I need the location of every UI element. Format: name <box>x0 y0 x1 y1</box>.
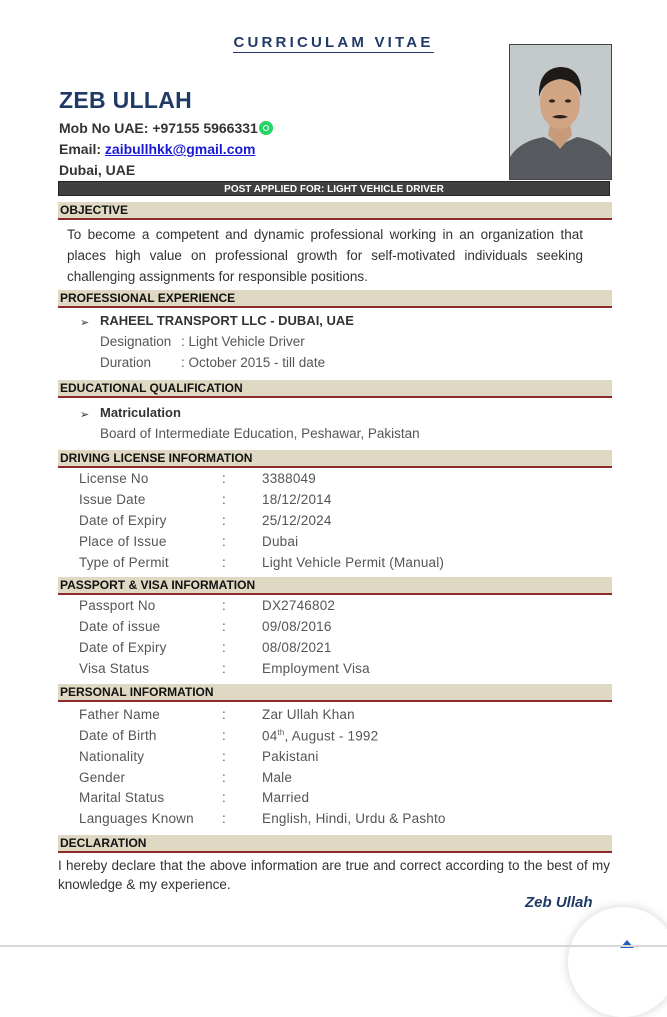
personal-heading: PERSONAL INFORMATION <box>58 684 612 702</box>
document-title: CURRICULAM VITAE <box>233 34 434 51</box>
colon: : <box>222 513 226 528</box>
colon: : <box>222 640 226 655</box>
degree-name: Matriculation <box>100 405 181 420</box>
signature: Zeb Ullah <box>525 894 593 911</box>
company-name: RAHEEL TRANSPORT LLC - DUBAI, UAE <box>100 313 354 328</box>
colon: : <box>222 749 226 764</box>
floating-action-button[interactable] <box>568 907 667 1017</box>
passport-issue-value: 09/08/2016 <box>262 619 332 634</box>
passport-no-label: Passport No <box>79 598 156 613</box>
email-line <box>59 141 255 157</box>
permit-type-value: Light Vehicle Permit (Manual) <box>262 555 445 570</box>
declaration-heading: DECLARATION <box>58 835 612 853</box>
duration-label: Duration <box>100 355 152 370</box>
issue-date-value: 18/12/2014 <box>262 492 332 507</box>
objective-heading: OBJECTIVE <box>58 202 612 220</box>
experience-heading: PROFESSIONAL EXPERIENCE <box>58 290 612 308</box>
colon: : <box>222 811 226 826</box>
place-of-issue-value: Dubai <box>262 534 299 549</box>
permit-type-label: Type of Permit <box>79 555 169 570</box>
license-no-value: 3388049 <box>262 471 316 486</box>
experience-bullet-icon: ➢ <box>80 317 90 329</box>
nationality-label: Nationality <box>79 749 145 764</box>
colon: : <box>222 619 226 634</box>
father-name-value: Zar Ullah Khan <box>262 707 355 722</box>
education-bullet-icon: ➢ <box>80 409 90 421</box>
passport-expiry-value: 08/08/2021 <box>262 640 332 655</box>
designation-value: : Light Vehicle Driver <box>181 334 305 349</box>
whatsapp-icon <box>259 121 273 135</box>
duration-value: : October 2015 - till date <box>181 355 326 370</box>
colon: : <box>222 598 226 613</box>
candidate-name: ZEB ULLAH <box>59 87 193 113</box>
location: Dubai, UAE <box>59 162 136 178</box>
license-no-label: License No <box>79 471 149 486</box>
mobile-number: Mob No UAE: +97155 5966331 <box>59 120 258 136</box>
bottom-divider <box>0 945 667 947</box>
visa-status-label: Visa Status <box>79 661 150 676</box>
education-board: Board of Intermediate Education, Peshawar, Pakistan <box>100 426 420 441</box>
objective-text: To become a competent and dynamic professional working in an organization that places high value on professional growth for self-motivated individuals seeking challenging assignments for responsible positions. <box>67 227 583 284</box>
email-link[interactable]: zaibullhkk@gmail.com <box>104 141 256 157</box>
marital-status-label: Marital Status <box>79 790 165 805</box>
dob-label: Date of Birth <box>79 728 157 743</box>
colon: : <box>222 790 226 805</box>
license-expiry-value: 25/12/2024 <box>262 513 332 528</box>
passport-issue-label: Date of issue <box>79 619 161 634</box>
passport-heading: PASSPORT & VISA INFORMATION <box>58 577 612 595</box>
colon: : <box>222 534 226 549</box>
license-heading: DRIVING LICENSE INFORMATION <box>58 450 612 468</box>
colon: : <box>222 728 226 743</box>
colon: : <box>222 707 226 722</box>
gender-value: Male <box>262 770 293 785</box>
profile-photo <box>509 44 612 180</box>
marital-status-value: Married <box>262 790 310 805</box>
colon: : <box>222 555 226 570</box>
mobile-line <box>59 120 273 136</box>
colon: : <box>222 770 226 785</box>
license-expiry-label: Date of Expiry <box>79 513 167 528</box>
colon: : <box>222 661 226 676</box>
languages-label: Languages Known <box>79 811 194 826</box>
issue-date-label: Issue Date <box>79 492 146 507</box>
place-of-issue-label: Place of Issue <box>79 534 167 549</box>
gender-label: Gender <box>79 770 126 785</box>
colon: : <box>222 492 226 507</box>
father-name-label: Father Name <box>79 707 160 722</box>
passport-expiry-label: Date of Expiry <box>79 640 167 655</box>
education-heading: EDUCATIONAL QUALIFICATION <box>58 380 612 398</box>
visa-status-value: Employment Visa <box>262 661 370 676</box>
nationality-value: Pakistani <box>262 749 319 764</box>
colon: : <box>222 471 226 486</box>
portrait-image <box>510 45 611 179</box>
email-label: Email: <box>59 141 102 157</box>
dob-value: 04th, August - 1992 <box>262 728 379 744</box>
declaration-text: I hereby declare that the above information are true and correct according to the best of my knowledge & my experience. <box>58 858 610 892</box>
passport-no-value: DX2746802 <box>262 598 336 613</box>
languages-value: English, Hindi, Urdu & Pashto <box>262 811 446 826</box>
designation-label: Designation <box>100 334 172 349</box>
post-applied-banner: POST APPLIED FOR: LIGHT VEHICLE DRIVER <box>58 181 610 196</box>
